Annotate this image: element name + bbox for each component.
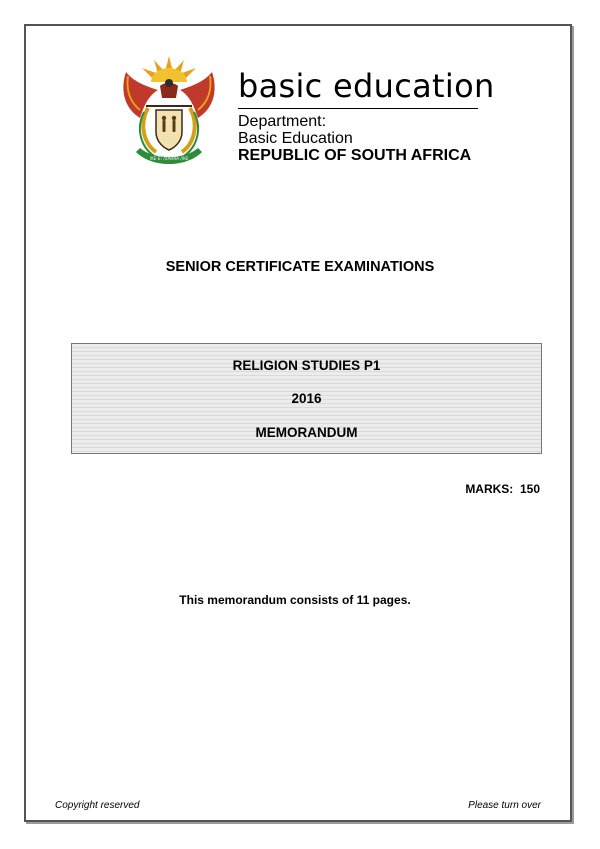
department-name: Basic Education — [238, 130, 353, 147]
exam-title: SENIOR CERTIFICATE EXAMINATIONS — [165, 259, 435, 275]
brand-underline — [238, 108, 478, 109]
department-label: Department: — [238, 113, 327, 130]
page-count-note: This memorandum consists of 11 pages. — [179, 593, 411, 607]
subject-name: RELIGION STUDIES P1 — [232, 358, 381, 373]
country-name: REPUBLIC OF SOUTH AFRICA — [238, 147, 472, 164]
turn-over-note: Please turn over — [468, 800, 541, 811]
brand-name: basic education — [238, 67, 495, 105]
emblem-motto: !KE E: /XARRA //KE — [149, 156, 189, 161]
coat-of-arms-icon — [118, 52, 220, 170]
total-marks: MARKS: 150 — [465, 482, 540, 496]
copyright-note: Copyright reserved — [55, 800, 140, 811]
exam-year: 2016 — [291, 391, 322, 406]
document-type: MEMORANDUM — [255, 425, 358, 440]
subject-box — [71, 343, 542, 454]
